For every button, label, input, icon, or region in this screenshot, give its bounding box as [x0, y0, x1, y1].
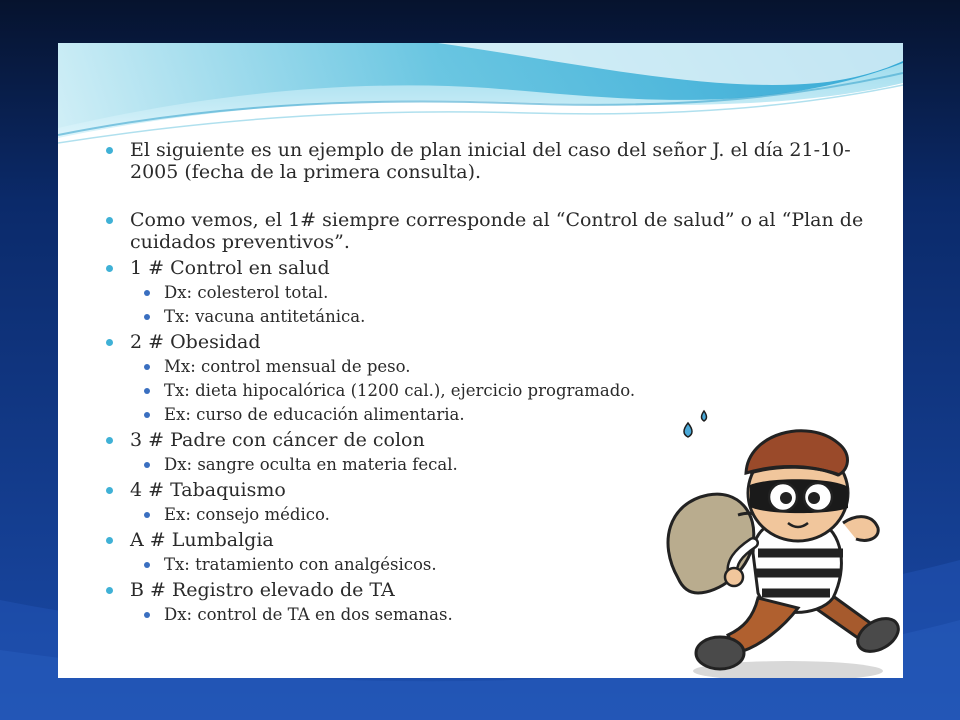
- bullet-item: El siguiente es un ejemplo de plan inicial del caso del señor J. el día 21-10-2005 (fecha de la primera consulta).: [104, 139, 864, 183]
- thief-illustration: [658, 403, 903, 678]
- sub-bullet-item: Ex: curso de educación alimentaria.: [104, 405, 864, 425]
- sub-bullet-item: Dx: sangre oculta en materia fecal.: [104, 455, 864, 475]
- sub-bullet-item: Dx: control de TA en dos semanas.: [104, 605, 864, 625]
- bullet-item: B # Registro elevado de TA: [104, 579, 864, 601]
- bullet-item: 1 # Control en salud: [104, 257, 864, 279]
- sub-bullet-item: Tx: vacuna antitetánica.: [104, 307, 864, 327]
- slide-panel: [58, 43, 903, 678]
- sub-bullet-item: Dx: colesterol total.: [104, 283, 864, 303]
- sub-bullet-item: Tx: dieta hipocalórica (1200 cal.), ejercicio programado.: [104, 381, 864, 401]
- bullet-item: Como vemos, el 1# siempre corresponde al “Control de salud” o al “Plan de cuidados preventivos”.: [104, 209, 864, 253]
- bullet-item: A # Lumbalgia: [104, 529, 864, 551]
- sub-bullet-item: Ex: consejo médico.: [104, 505, 864, 525]
- bullet-item: 3 # Padre con cáncer de colon: [104, 429, 864, 451]
- sub-bullet-item: Tx: tratamiento con analgésicos.: [104, 555, 864, 575]
- sub-bullet-item: Mx: control mensual de peso.: [104, 357, 864, 377]
- bullet-item: 2 # Obesidad: [104, 331, 864, 353]
- bullet-item: 4 # Tabaquismo: [104, 479, 864, 501]
